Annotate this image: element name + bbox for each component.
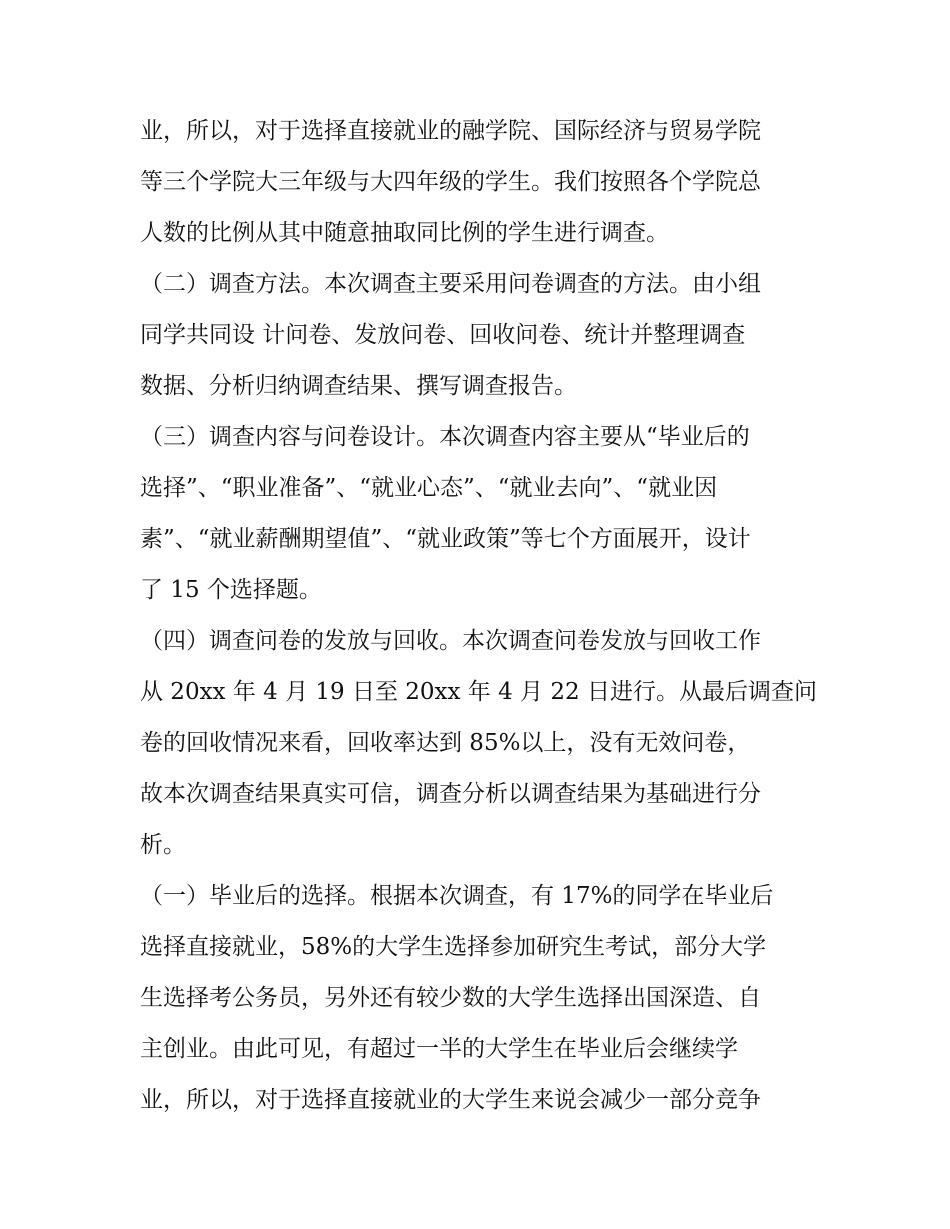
- text-line: 生选择考公务员，另外还有较少数的大学生选择出国深造、自: [140, 985, 761, 1011]
- text-line: （二）调查方法。本次调查主要采用问卷调查的方法。由小组: [140, 271, 761, 297]
- text-line: 数据、分析归纳调查结果、撰写调查报告。: [140, 373, 577, 399]
- text-line: 了 15 个选择题。: [140, 577, 322, 603]
- text-line: 故本次调查结果真实可信，调查分析以调查结果为基础进行分: [140, 781, 761, 807]
- text-line: 从 20xx 年 4 月 19 日至 20xx 年 4 月 22 日进行。从最后调查问: [140, 679, 817, 705]
- text-line: （三）调查内容与问卷设计。本次调查内容主要从“毕业后的: [140, 424, 750, 450]
- text-line: 人数的比例从其中随意抽取同比例的学生进行调查。: [140, 220, 669, 246]
- text-line: 选择”、“职业准备”、“就业心态”、“就业去向”、“就业因: [140, 475, 718, 501]
- text-line: 选择直接就业，58%的大学生选择参加研究生考试，部分大学: [140, 934, 767, 960]
- text-line: 等三个学院大三年级与大四年级的学生。我们按照各个学院总: [140, 169, 761, 195]
- text-line: 主创业。由此可见，有超过一半的大学生在毕业后会继续学: [140, 1036, 738, 1062]
- text-line: （一）毕业后的选择。根据本次调查，有 17%的同学在毕业后: [140, 883, 774, 909]
- text-line: 业，所以，对于选择直接就业的融学院、国际经济与贸易学院: [140, 118, 761, 144]
- text-line: 同学共同设 计问卷、发放问卷、回收问卷、统计并整理调查: [140, 322, 746, 348]
- text-line: 析。: [140, 832, 186, 858]
- text-line: （四）调查问卷的发放与回收。本次调查问卷发放与回收工作: [140, 628, 761, 654]
- text-line: 业，所以，对于选择直接就业的大学生来说会减少一部分竞争: [140, 1087, 761, 1113]
- body-text: [140, 106, 820, 1126]
- text-line: 卷的回收情况来看，回收率达到 85%以上，没有无效问卷，: [140, 730, 751, 756]
- text-line: 素”、“就业薪酬期望值”、“就业政策”等七个方面展开，设计: [140, 526, 751, 552]
